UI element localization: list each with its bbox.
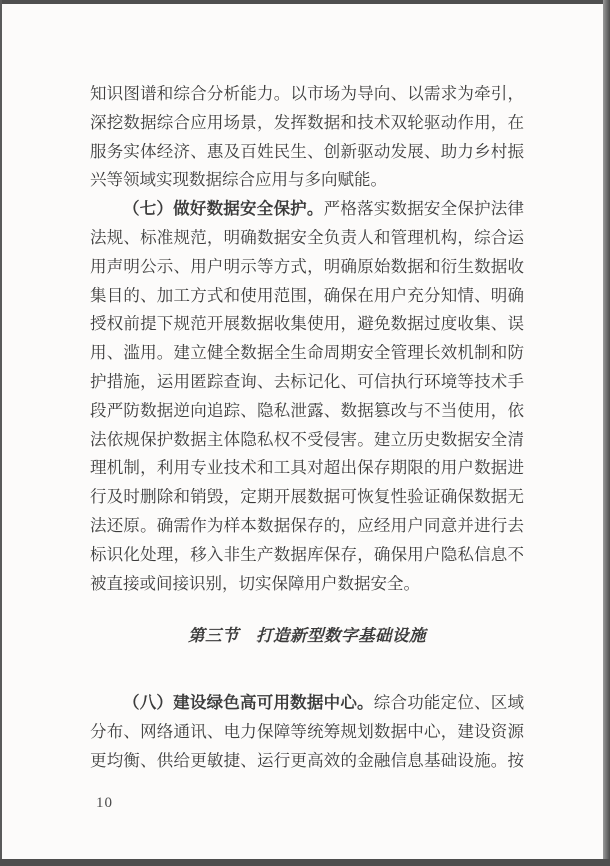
body-line (90, 689, 524, 718)
body-line: 深挖数据综合应用场景，发挥数据和技术双轮驱动作用，在 (90, 112, 524, 132)
body-line: 用声明公示、用户明示等方式，明确原始数据和衍生数据收 (90, 256, 524, 276)
body-line-text: 综合功能定位、区域 (373, 693, 525, 713)
paragraph (90, 195, 524, 598)
body-line-text: 严格落实数据安全保护法律 (323, 199, 525, 219)
body-line: 服务实体经济、惠及百姓民生、创新驱动发展、助力乡村振 (90, 141, 524, 161)
body-line: 更均衡、供给更敏捷、运行更高效的金融信息基础设施。按 (90, 750, 524, 770)
scan-edge-left (0, 0, 2, 866)
scan-edge-top (0, 0, 610, 4)
body-line: 行及时删除和销毁，定期开展数据可恢复性验证确保数据无 (90, 487, 524, 507)
body-line: 授权前提下规范开展数据收集使用，避免数据过度收集、误 (90, 314, 524, 334)
paragraph (90, 80, 524, 195)
body-line: 护措施，运用匿踪查询、去标记化、可信执行环境等技术手 (90, 371, 524, 391)
body-line: 理机制，利用专业技术和工具对超出保存期限的用户数据进 (90, 458, 524, 478)
body-line: 兴等领域实现数据综合应用与多向赋能。 (90, 170, 387, 190)
section-heading: 第三节 打造新型数字基础设施 (188, 626, 426, 646)
body-line: 用、滥用。建立健全数据全生命周期安全管理长效机制和防 (90, 343, 524, 363)
body-line: 法规、标准规范，明确数据安全负责人和管理机构，综合运 (90, 227, 524, 247)
document-text-block (90, 80, 524, 776)
body-line: 集目的、加工方式和使用范围，确保在用户充分知情、明确 (90, 285, 524, 305)
paragraph-lead: （七）做好数据安全保护。 (123, 199, 324, 219)
body-line: 知识图谱和综合分析能力。以市场为导向、以需求为牵引， (90, 84, 524, 103)
body-line: 分布、网络通讯、电力保障等统筹规划数据中心，建设资源 (90, 721, 524, 741)
body-line: 段严防数据逆向追踪、隐私泄露、数据篡改与不当使用，依 (90, 400, 524, 420)
body-line: 法还原。确需作为样本数据保存的，应经用户同意并进行去 (90, 515, 524, 535)
body-line: 法依规保护数据主体隐私权不受侵害。建立历史数据安全清 (90, 429, 524, 449)
body-line: 被直接或间接识别，切实保障用户数据安全。 (90, 573, 420, 593)
paragraph-lead: （八）建设绿色高可用数据中心。 (123, 693, 374, 713)
body-line (90, 195, 524, 224)
body-line: 标识化处理，移入非生产数据库保存，确保用户隐私信息不 (90, 544, 524, 564)
paragraph (90, 689, 524, 775)
scan-edge-right (603, 0, 610, 866)
scan-edge-bottom (0, 859, 610, 866)
page-number: 10 (96, 795, 113, 811)
